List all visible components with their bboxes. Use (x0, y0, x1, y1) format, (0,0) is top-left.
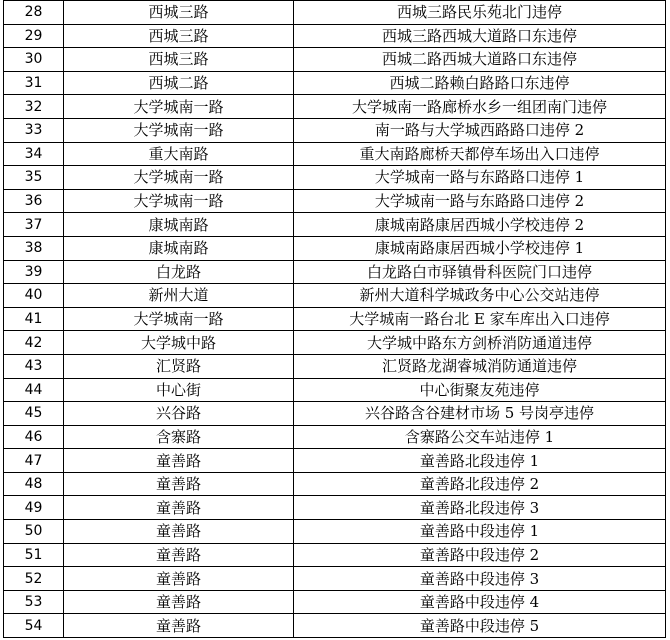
road-name: 童善路 (64, 543, 294, 567)
row-number: 49 (4, 496, 64, 520)
road-name: 新州大道 (64, 284, 294, 308)
road-name: 大学城南一路 (64, 95, 294, 119)
violation-location: 童善路中段违停 2 (294, 543, 666, 567)
road-name: 童善路 (64, 590, 294, 614)
violation-location: 童善路中段违停 1 (294, 520, 666, 544)
table-row (4, 284, 666, 308)
row-number: 38 (4, 236, 64, 260)
table-row (4, 118, 666, 142)
violation-location: 童善路北段违停 3 (294, 496, 666, 520)
road-name: 西城三路 (64, 1, 294, 25)
table-row (4, 402, 666, 426)
road-name: 童善路 (64, 496, 294, 520)
row-number: 54 (4, 614, 64, 638)
row-number: 50 (4, 520, 64, 544)
violation-location: 含寨路公交车站违停 1 (294, 425, 666, 449)
road-name: 大学城南一路 (64, 189, 294, 213)
table-row (4, 307, 666, 331)
table-row (4, 378, 666, 402)
row-number: 40 (4, 284, 64, 308)
row-number: 29 (4, 24, 64, 48)
table-row (4, 449, 666, 473)
road-name: 童善路 (64, 472, 294, 496)
table-row (4, 354, 666, 378)
road-name: 西城三路 (64, 48, 294, 72)
violation-location: 西城二路西城大道路口东违停 (294, 48, 666, 72)
road-name: 西城三路 (64, 24, 294, 48)
table-row (4, 189, 666, 213)
violation-location: 大学城南一路台北 E 家车库出入口违停 (294, 307, 666, 331)
violation-location: 康城南路康居西城小学校违停 1 (294, 236, 666, 260)
road-name: 西城二路 (64, 71, 294, 95)
row-number: 51 (4, 543, 64, 567)
violation-location: 新州大道科学城政务中心公交站违停 (294, 284, 666, 308)
violation-location: 南一路与大学城西路路口违停 2 (294, 118, 666, 142)
row-number: 39 (4, 260, 64, 284)
row-number: 31 (4, 71, 64, 95)
row-number: 42 (4, 331, 64, 355)
violation-location: 重大南路廊桥天都停车场出入口违停 (294, 142, 666, 166)
violation-location: 白龙路白市驿镇骨科医院门口违停 (294, 260, 666, 284)
violation-location: 童善路中段违停 4 (294, 590, 666, 614)
road-name: 大学城中路 (64, 331, 294, 355)
row-number: 33 (4, 118, 64, 142)
road-name: 童善路 (64, 449, 294, 473)
road-name: 白龙路 (64, 260, 294, 284)
table-row (4, 213, 666, 237)
road-name: 童善路 (64, 567, 294, 591)
road-name: 大学城南一路 (64, 166, 294, 190)
road-name: 康城南路 (64, 213, 294, 237)
violation-location: 兴谷路含谷建材市场 5 号岗亭违停 (294, 402, 666, 426)
violation-location: 大学城南一路与东路路口违停 2 (294, 189, 666, 213)
table-row (4, 614, 666, 638)
row-number: 28 (4, 1, 64, 25)
row-number: 47 (4, 449, 64, 473)
table-row (4, 496, 666, 520)
road-name: 汇贤路 (64, 354, 294, 378)
row-number: 36 (4, 189, 64, 213)
row-number: 43 (4, 354, 64, 378)
row-number: 46 (4, 425, 64, 449)
violation-location: 西城三路西城大道路口东违停 (294, 24, 666, 48)
table-row (4, 520, 666, 544)
violation-location: 康城南路康居西城小学校违停 2 (294, 213, 666, 237)
table-row (4, 260, 666, 284)
violation-location: 童善路中段违停 5 (294, 614, 666, 638)
road-name: 童善路 (64, 520, 294, 544)
road-name: 中心街 (64, 378, 294, 402)
table-row (4, 48, 666, 72)
violation-location: 西城二路赖白路路口东违停 (294, 71, 666, 95)
violation-location: 童善路中段违停 3 (294, 567, 666, 591)
violation-location: 童善路北段违停 2 (294, 472, 666, 496)
table-body (4, 1, 666, 638)
table-row (4, 472, 666, 496)
road-name: 童善路 (64, 614, 294, 638)
road-name: 大学城南一路 (64, 118, 294, 142)
row-number: 35 (4, 166, 64, 190)
table-row (4, 543, 666, 567)
violation-location: 大学城南一路与东路路口违停 1 (294, 166, 666, 190)
road-name: 康城南路 (64, 236, 294, 260)
row-number: 34 (4, 142, 64, 166)
road-name: 含寨路 (64, 425, 294, 449)
table-row (4, 71, 666, 95)
row-number: 52 (4, 567, 64, 591)
row-number: 37 (4, 213, 64, 237)
violation-location: 中心街聚友苑违停 (294, 378, 666, 402)
table-row (4, 166, 666, 190)
parking-violation-table (3, 0, 666, 638)
table-row (4, 142, 666, 166)
row-number: 30 (4, 48, 64, 72)
table-row (4, 24, 666, 48)
row-number: 41 (4, 307, 64, 331)
table-row (4, 425, 666, 449)
violation-location: 童善路北段违停 1 (294, 449, 666, 473)
road-name: 重大南路 (64, 142, 294, 166)
row-number: 32 (4, 95, 64, 119)
table-row (4, 236, 666, 260)
violation-location: 大学城中路东方剑桥消防通道违停 (294, 331, 666, 355)
row-number: 44 (4, 378, 64, 402)
table-row (4, 590, 666, 614)
violation-location: 大学城南一路廊桥水乡一组团南门违停 (294, 95, 666, 119)
violation-location: 汇贤路龙湖睿城消防通道违停 (294, 354, 666, 378)
violation-location: 西城三路民乐苑北门违停 (294, 1, 666, 25)
row-number: 48 (4, 472, 64, 496)
road-name: 兴谷路 (64, 402, 294, 426)
table-row (4, 95, 666, 119)
road-name: 大学城南一路 (64, 307, 294, 331)
table-row (4, 1, 666, 25)
table-row (4, 567, 666, 591)
row-number: 45 (4, 402, 64, 426)
row-number: 53 (4, 590, 64, 614)
table-row (4, 331, 666, 355)
